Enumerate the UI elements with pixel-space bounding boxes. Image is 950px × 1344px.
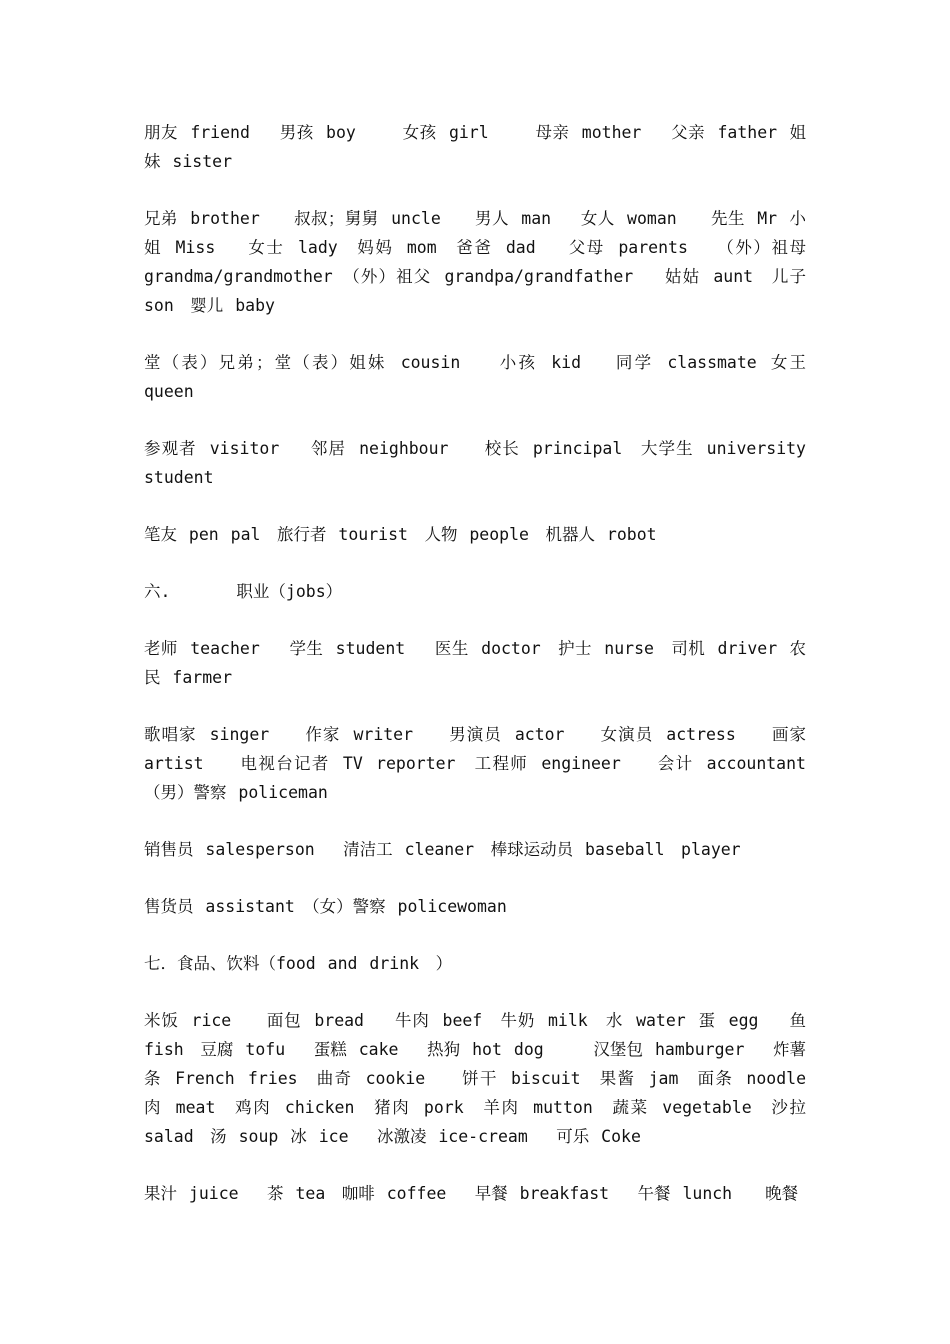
vocab-paragraph-drinks-meals: 果汁 juice 茶 tea 咖啡 coffee 早餐 breakfast 午餐 lunch 晚餐 bbox=[144, 1184, 799, 1203]
document-body bbox=[144, 118, 835, 1208]
vocab-paragraph-food: 米饭 rice 面包 bread 牛肉 beef 牛奶 milk 水 water 蛋 egg 鱼 fish 豆腐 tofu 蛋糕 cake 热狗 hot dog 汉堡包 hamburger 炸薯条 French fries 曲奇 cookie 饼干 biscuit 果酱 jam 面条 noodle 肉 meat 鸡肉 chicken 猪肉 pork 羊肉 mutton 蔬菜 vegetable 沙拉 salad 汤 soup 冰 ice 冰激凌 ice-cream 可乐 Coke bbox=[144, 1011, 835, 1146]
vocab-paragraph-others: 参观者 visitor 邻居 neighbour 校长 principal 大学生 university student bbox=[144, 439, 806, 487]
section-heading-jobs: 六. 职业（jobs） bbox=[144, 582, 343, 601]
section-heading-food: 七．食品、饮料（food and drink ） bbox=[144, 954, 453, 973]
vocab-paragraph-jobs-4: 售货员 assistant （女）警察 policewoman bbox=[144, 897, 507, 916]
vocab-paragraph-people: 朋友 friend 男孩 boy 女孩 girl 母亲 mother 父亲 father 姐妹 sister bbox=[144, 123, 806, 171]
vocab-paragraph-misc-people: 笔友 pen pal 旅行者 tourist 人物 people 机器人 robot bbox=[144, 525, 657, 544]
vocab-paragraph-family: 兄弟 brother 叔叔；舅舅 uncle 男人 man 女人 woman 先生 Mr 小姐 Miss 女士 lady 妈妈 mom 爸爸 dad 父母 parents （外）祖母 grandma/grandmother （外）祖父 grandpa/grandfather 姑姑 aunt 儿子 son 婴儿 baby bbox=[144, 209, 806, 315]
vocab-paragraph-jobs-3: 销售员 salesperson 清洁工 cleaner 棒球运动员 baseball player bbox=[144, 840, 741, 859]
vocab-paragraph-jobs-1: 老师 teacher 学生 student 医生 doctor 护士 nurse 司机 driver 农民 farmer bbox=[144, 639, 806, 687]
vocab-paragraph-jobs-2: 歌唱家 singer 作家 writer 男演员 actor 女演员 actress 画家 artist 电视台记者 TV reporter 工程师 engineer 会计 accountant （男）警察 policeman bbox=[144, 725, 806, 802]
vocab-paragraph-relatives: 堂（表）兄弟；堂（表）姐妹 cousin 小孩 kid 同学 classmate 女王 queen bbox=[144, 353, 806, 401]
